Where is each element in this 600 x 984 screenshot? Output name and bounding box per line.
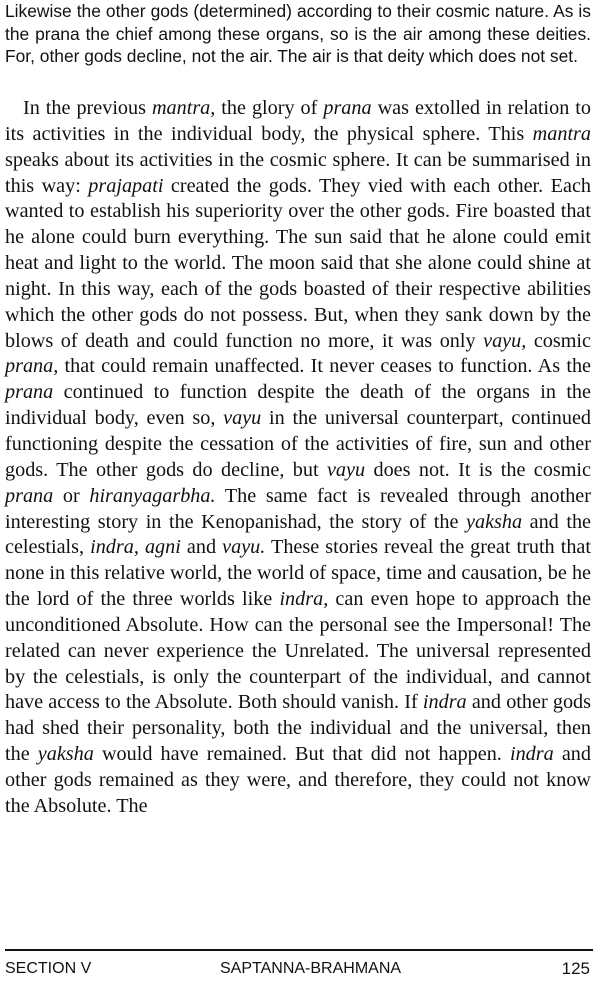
italic-term: prajapati xyxy=(88,174,164,197)
text-run: speaks about its activities in the cosmic sphere. It can be summarised in this way: xyxy=(5,148,591,197)
footer-section: SECTION V xyxy=(5,960,92,977)
text-run: and xyxy=(180,536,223,559)
italic-term: vayu. xyxy=(222,536,266,559)
italic-term: prana xyxy=(5,381,54,404)
italic-term: prana, xyxy=(5,355,59,378)
text-run: and the celestials, xyxy=(5,510,591,559)
text-run: in the universal counterpart, continued functioning despite the cessation of the activities of fire, sun and other gods. The other gods do decline, but xyxy=(5,407,591,481)
italic-term: indra xyxy=(509,743,554,766)
text-run: These stories reveal the great truth that none in this relative world, the world of space, time and causation, be he the lord of the three worlds like xyxy=(5,536,591,611)
text-run: continued to function despite the death of the organs in the individual body, even so, xyxy=(5,381,591,430)
italic-term: yaksha xyxy=(37,743,94,766)
text-run: or xyxy=(53,484,90,507)
italic-term: vayu xyxy=(326,458,366,481)
text-run: the glory of xyxy=(215,97,324,119)
text-run: and other gods had shed their personality, both the individual and the universal, then the xyxy=(5,691,592,766)
italic-term: prana xyxy=(323,97,372,119)
text-run: and other gods remained as they were, and therefore, they could not know the Absolute. The xyxy=(5,743,591,817)
text-run: created the gods. They vied with each other. Each wanted to establish his superiority over the other gods. Fire boasted that he alone could burn everything. The sun said that he alone could emit heat and light to the world. The moon said that she alone could shine at night. In this way, each of the gods boasted of their respective abilities which the other gods do not possess. But, when they sank down by the blows of death and could function no more, it was only xyxy=(5,174,591,352)
footer-title: SAPTANNA-BRAHMANA xyxy=(220,960,402,977)
text-run: would have remained. But that did not happen. xyxy=(93,743,510,766)
text-run: In the previous xyxy=(23,97,152,119)
italic-term: hiranyagarbha. xyxy=(89,484,216,507)
text-run: cosmic xyxy=(526,329,591,352)
italic-term: yaksha xyxy=(466,510,523,533)
italic-term: indra xyxy=(422,691,467,714)
text-run: can even hope to approach the unconditioned Absolute. How can the personal see the Impersonal! The related can never experience the Unrelated. The universal represented by the celestials, is only the counterpart of the individual, and cannot have access to the Absolute. Both should vanish. If xyxy=(5,588,591,714)
text-run: that could remain unaffected. It never ceases to function. As the xyxy=(58,355,591,378)
text-run: does not. It is the cosmic xyxy=(365,458,591,481)
page-number: 125 xyxy=(561,959,590,978)
footer-rule xyxy=(5,949,593,951)
commentary-paragraph xyxy=(5,96,591,820)
italic-term: mantra, xyxy=(151,97,216,119)
italic-term: vayu, xyxy=(483,329,527,352)
italic-term: indra, xyxy=(279,588,329,611)
italic-term: prana xyxy=(5,484,54,507)
text-run: The same fact is revealed through another interesting story in the Kenopanishad, the story of the xyxy=(5,484,591,533)
italic-term: indra, agni xyxy=(90,536,181,559)
italic-term: vayu xyxy=(223,407,262,430)
translation-paragraph: Likewise the other gods (determined) according to their cosmic nature. As is the prana the chief among these organs, so is the air among these deities. For, other gods decline, not the air. The air is that deity which does not set. xyxy=(5,1,591,67)
italic-term: mantra xyxy=(532,122,591,145)
text-run: was extolled in relation to its activities in the individual body, the physical sphere. This xyxy=(5,97,591,145)
